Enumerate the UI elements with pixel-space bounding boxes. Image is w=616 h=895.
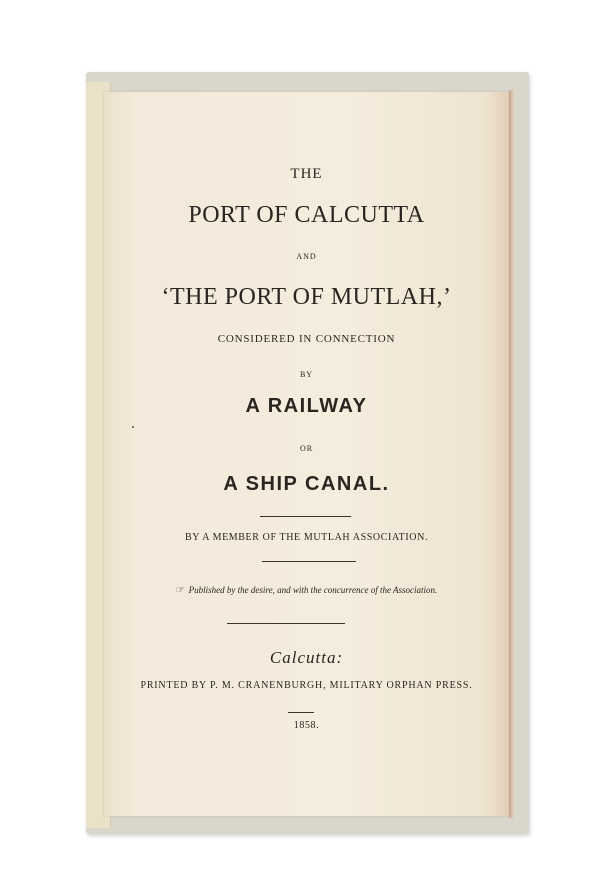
imprint-place: Calcutta:	[269, 648, 344, 667]
title-the: THE	[290, 166, 323, 182]
pointing-hand-icon: ☞	[175, 585, 185, 596]
imprint-printer: PRINTED BY P. M. CRANENBURGH, MILITARY ORPHAN PRESS.	[140, 680, 473, 691]
divider-rule	[260, 516, 351, 517]
page-fore-edge	[509, 90, 515, 818]
subtitle-ship-canal: A SHIP CANAL.	[223, 473, 390, 495]
divider-rule	[262, 561, 356, 562]
subtitle-considered: CONSIDERED IN CONNECTION	[217, 333, 396, 345]
paper-speck	[132, 426, 134, 428]
title-page	[104, 92, 509, 816]
subtitle-railway: A RAILWAY	[245, 395, 368, 417]
title-port-of-calcutta: PORT OF CALCUTTA	[188, 202, 425, 228]
publication-note-text: Published by the desire, and with the concurrence of the Association.	[188, 585, 438, 595]
publication-note	[104, 585, 509, 596]
author-line: BY A MEMBER OF THE MUTLAH ASSOCIATION.	[184, 532, 429, 543]
divider-rule	[288, 712, 314, 713]
subtitle-by: BY	[299, 370, 314, 379]
imprint-year: 1858.	[293, 720, 320, 731]
title-and: AND	[296, 252, 317, 261]
subtitle-or: OR	[299, 444, 314, 453]
divider-rule	[227, 623, 345, 624]
title-port-of-mutlah: ‘THE PORT OF MUTLAH,’	[161, 284, 452, 310]
